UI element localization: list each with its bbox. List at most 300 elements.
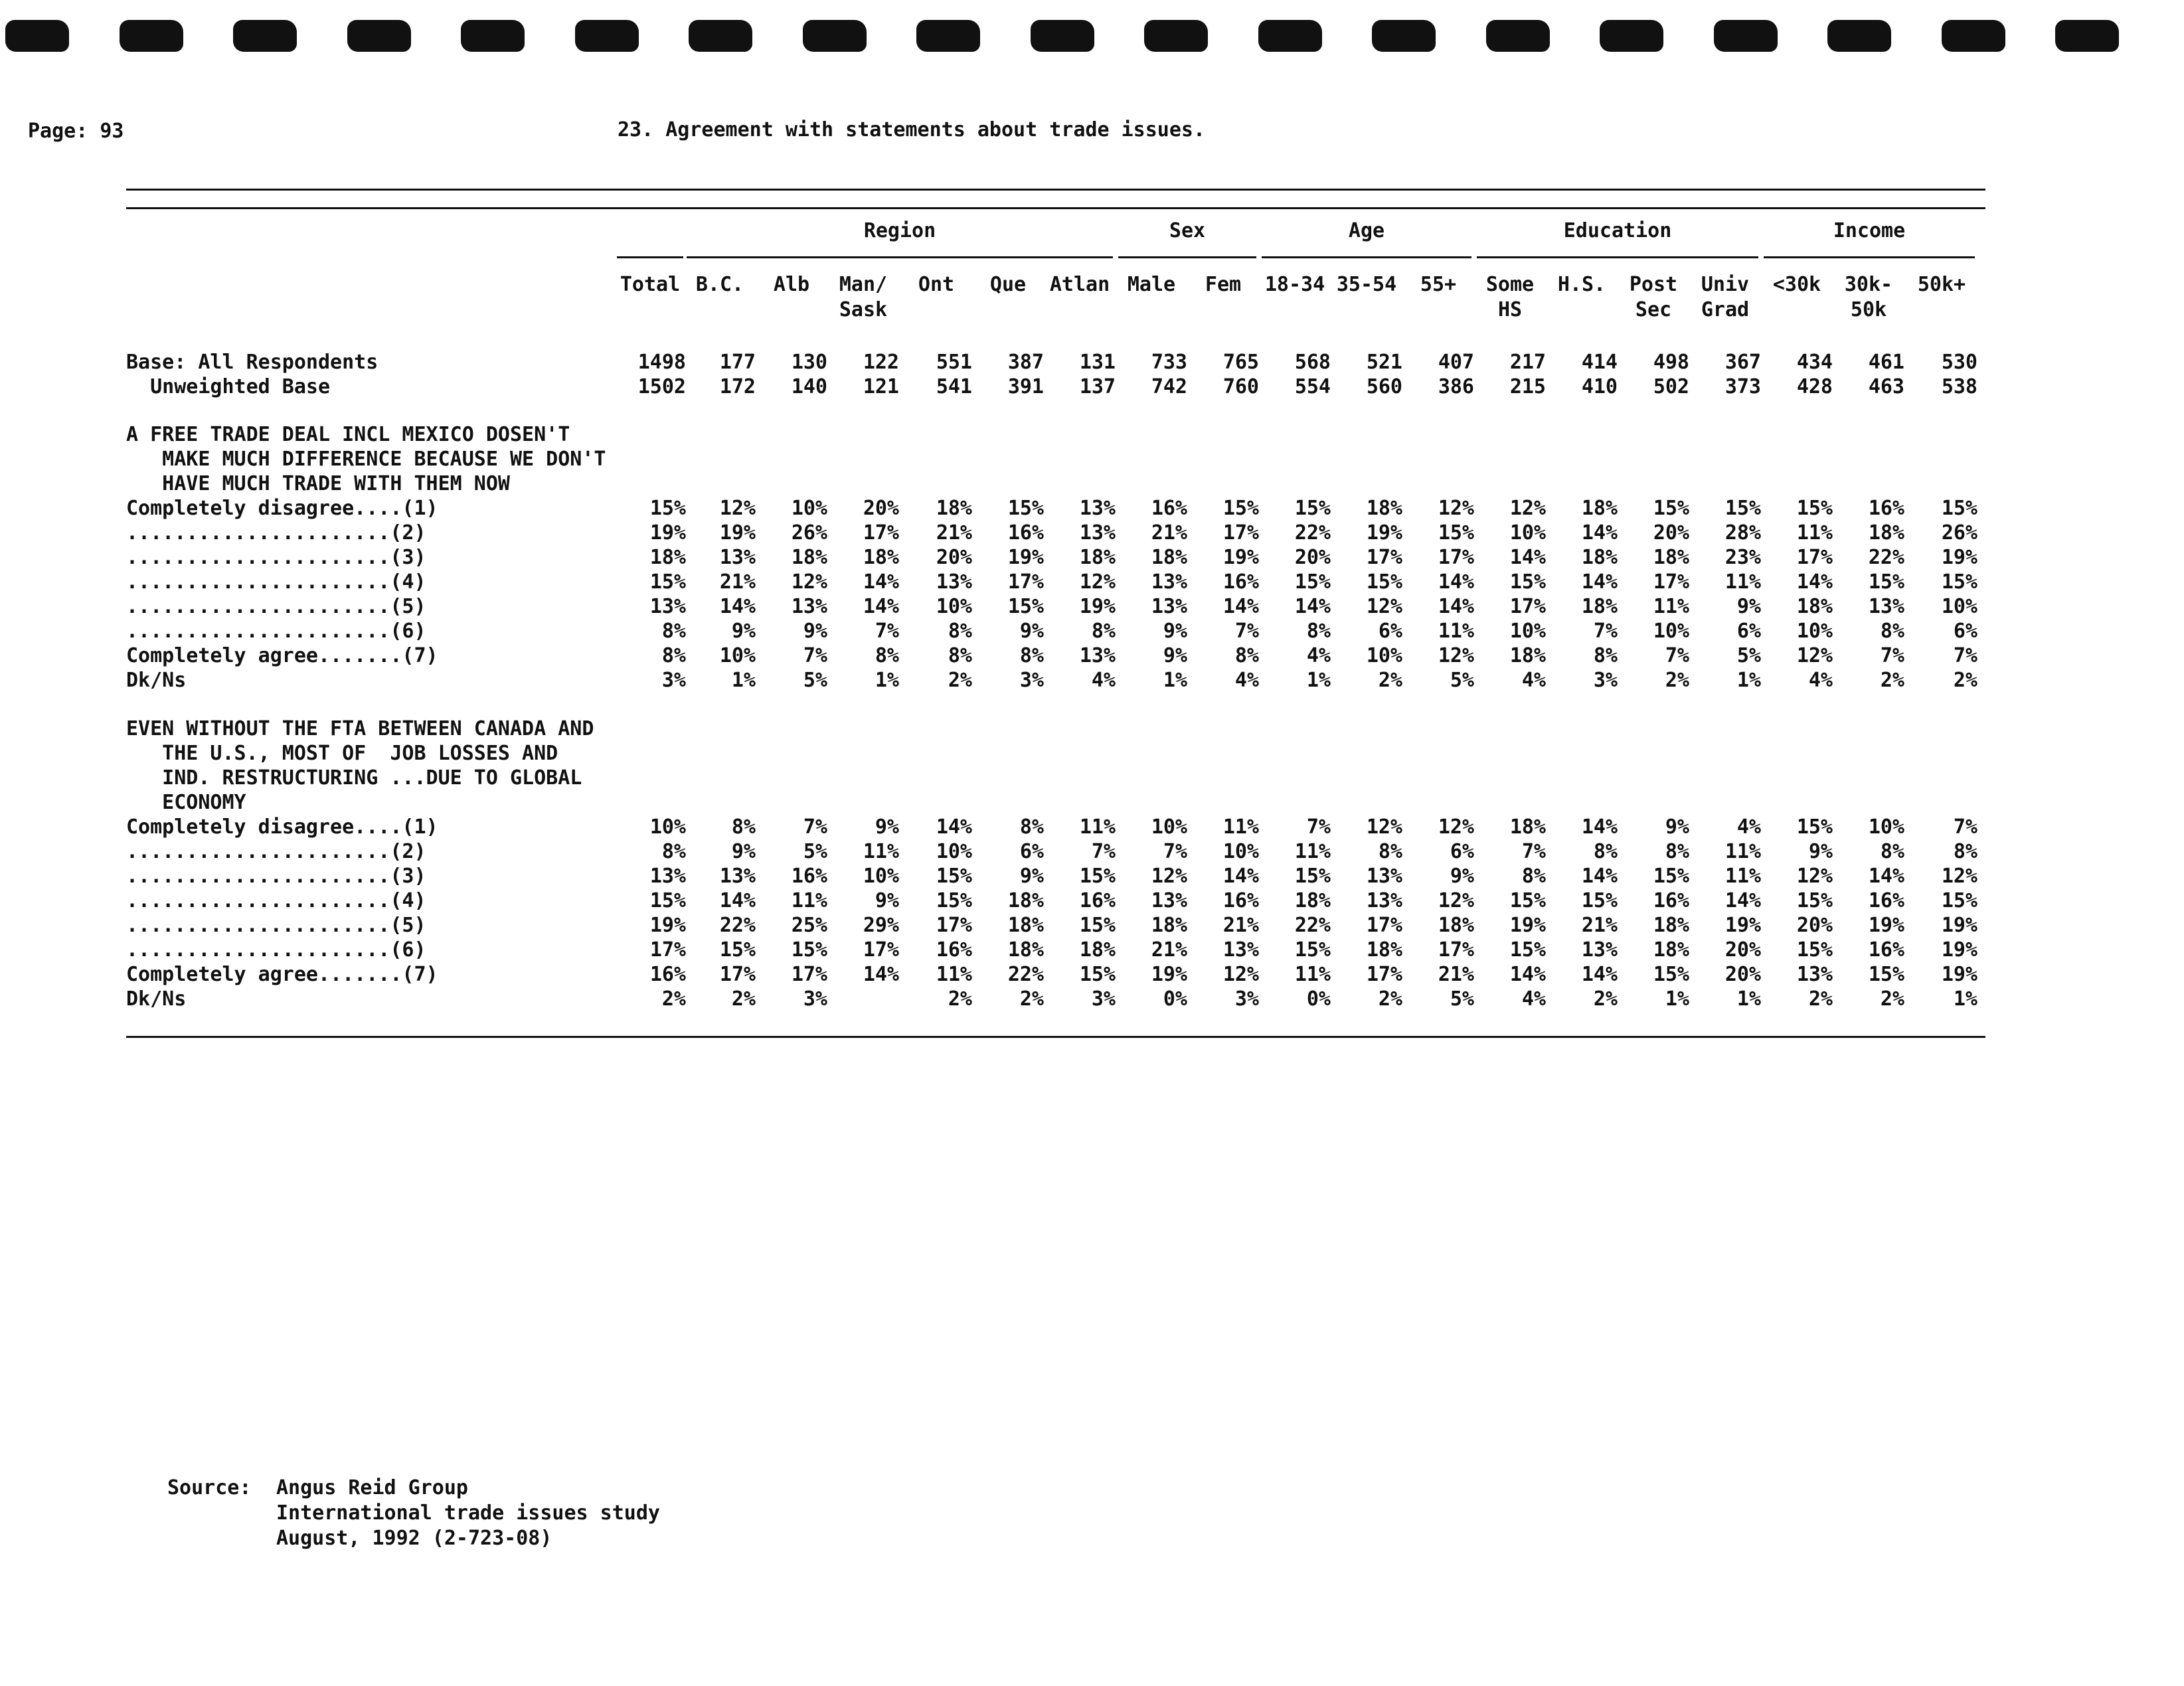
- group-underline: [1118, 256, 1256, 258]
- table-cell: 13%: [1151, 570, 1187, 594]
- base-row-label: Unweighted Base: [126, 375, 331, 398]
- statement-heading: THE U.S., MOST OF JOB LOSSES AND: [126, 742, 558, 765]
- table-cell: 1498: [637, 351, 686, 374]
- table-cell: 137: [1079, 375, 1116, 398]
- column-header: B.C.: [695, 273, 744, 296]
- table-cell: 21%: [1438, 963, 1474, 986]
- table-cell: 9%: [731, 840, 756, 863]
- table-cell: 15%: [1079, 914, 1116, 937]
- table-cell: 217: [1509, 351, 1546, 374]
- table-cell: 15%: [649, 889, 686, 912]
- table-cell: 13%: [719, 865, 756, 888]
- response-row-label: Completely disagree....(1): [126, 815, 438, 839]
- table-cell: 7%: [1953, 815, 1977, 839]
- punch-hole: [2055, 20, 2119, 52]
- column-header: Fem: [1205, 273, 1242, 296]
- table-cell: 765: [1222, 351, 1259, 374]
- table-cell: 122: [863, 351, 899, 374]
- table-cell: 13%: [1151, 889, 1187, 912]
- table-cell: 538: [1941, 375, 1977, 398]
- table-cell: 551: [936, 351, 972, 374]
- group-underline: [1262, 256, 1471, 258]
- table-cell: 19%: [1366, 521, 1402, 545]
- table-cell: 12%: [1438, 815, 1474, 839]
- table-cell: 6%: [1953, 620, 1977, 643]
- table-cell: 17%: [1438, 938, 1474, 962]
- response-row-label: Dk/Ns: [126, 987, 187, 1011]
- table-cell: 5%: [1450, 987, 1474, 1011]
- table-cell: 121: [863, 375, 899, 398]
- table-cell: 22%: [719, 914, 756, 937]
- table-cell: 17%: [1366, 546, 1402, 569]
- table-cell: 11%: [1653, 595, 1689, 618]
- table-cell: 17%: [719, 963, 756, 986]
- table-cell: 14%: [1581, 521, 1618, 545]
- table-cell: 9%: [1736, 595, 1761, 618]
- source-line: Angus Reid Group: [276, 1476, 468, 1499]
- table-cell: 7%: [803, 644, 827, 667]
- table-cell: 13%: [1079, 521, 1116, 545]
- punch-hole: [1714, 20, 1778, 52]
- table-cell: 12%: [1366, 815, 1402, 839]
- table-cell: 14%: [1294, 595, 1331, 618]
- column-header: Atlan: [1049, 273, 1110, 296]
- table-cell: 7%: [1593, 620, 1618, 643]
- table-cell: 391: [1007, 375, 1044, 398]
- punch-hole: [1827, 20, 1891, 52]
- table-cell: 3%: [1019, 669, 1044, 692]
- table-cell: 8%: [1019, 815, 1044, 839]
- table-cell: 2%: [1378, 669, 1402, 692]
- table-cell: 498: [1653, 351, 1689, 374]
- table-cell: 15%: [1796, 497, 1833, 520]
- punch-hole: [803, 20, 867, 52]
- table-cell: 21%: [1151, 521, 1187, 545]
- table-cell: 1%: [1306, 669, 1331, 692]
- table-cell: 18%: [1007, 914, 1044, 937]
- table-cell: 8%: [661, 840, 686, 863]
- table-cell: 131: [1079, 351, 1116, 374]
- table-cell: 18%: [1509, 644, 1546, 667]
- column-header: Ont: [918, 273, 955, 296]
- table-cell: 10%: [1509, 620, 1546, 643]
- table-cell: 15%: [1796, 889, 1833, 912]
- table-cell: 6%: [1450, 840, 1474, 863]
- table-cell: 19%: [1509, 914, 1546, 937]
- table-cell: 6%: [1736, 620, 1761, 643]
- table-cell: 11%: [1796, 521, 1833, 545]
- table-cell: 386: [1438, 375, 1474, 398]
- response-row-label: Completely agree.......(7): [126, 963, 438, 986]
- group-header: Education: [1563, 219, 1672, 242]
- table-cell: 14%: [719, 889, 756, 912]
- table-cell: 14%: [936, 815, 972, 839]
- punch-hole: [575, 20, 639, 52]
- table-cell: 18%: [1581, 497, 1618, 520]
- base-row-label: Base: All Respondents: [126, 351, 378, 374]
- table-cell: 7%: [803, 815, 827, 839]
- punch-hole: [1258, 20, 1322, 52]
- table-cell: 12%: [791, 570, 827, 594]
- table-cell: 13%: [791, 595, 827, 618]
- table-cell: 521: [1366, 351, 1402, 374]
- table-cell: 9%: [1163, 620, 1187, 643]
- group-header: Sex: [1169, 219, 1206, 242]
- table-cell: 9%: [803, 620, 827, 643]
- table-cell: 14%: [1796, 570, 1833, 594]
- table-cell: 11%: [936, 963, 972, 986]
- table-cell: 9%: [875, 889, 899, 912]
- table-cell: 19%: [649, 914, 686, 937]
- table-cell: 11%: [1222, 815, 1259, 839]
- table-cell: 23%: [1724, 546, 1761, 569]
- table-cell: 541: [936, 375, 972, 398]
- table-cell: 22%: [1294, 914, 1331, 937]
- response-row-label: Completely agree.......(7): [126, 644, 438, 667]
- total-underline: [617, 256, 683, 258]
- table-cell: 1%: [875, 669, 899, 692]
- column-header: Some HS: [1485, 273, 1535, 321]
- table-cell: 8%: [948, 644, 972, 667]
- punch-hole: [1486, 20, 1550, 52]
- table-cell: 10%: [1868, 815, 1904, 839]
- table-cell: 130: [791, 351, 827, 374]
- table-cell: 15%: [1724, 497, 1761, 520]
- table-cell: 17%: [791, 963, 827, 986]
- table-cell: 16%: [1007, 521, 1044, 545]
- table-cell: 15%: [1007, 595, 1044, 618]
- table-cell: 4%: [1521, 987, 1546, 1011]
- table-cell: 4%: [1091, 669, 1116, 692]
- table-cell: 13%: [1366, 865, 1402, 888]
- table-title: 23. Agreement with statements about trade issues.: [618, 118, 1206, 141]
- table-cell: 15%: [1581, 889, 1618, 912]
- table-cell: 463: [1868, 375, 1904, 398]
- table-cell: 16%: [649, 963, 686, 986]
- table-cell: 19%: [1941, 914, 1977, 937]
- table-cell: 16%: [1222, 889, 1259, 912]
- table-cell: 12%: [1366, 595, 1402, 618]
- table-cell: 22%: [1294, 521, 1331, 545]
- table-cell: 18%: [1366, 497, 1402, 520]
- response-row-label: Dk/Ns: [126, 669, 187, 692]
- table-cell: 12%: [1438, 889, 1474, 912]
- table-cell: 8%: [1378, 840, 1402, 863]
- table-cell: 410: [1581, 375, 1618, 398]
- table-cell: 0%: [1306, 987, 1331, 1011]
- table-cell: 7%: [875, 620, 899, 643]
- table-cell: 16%: [1151, 497, 1187, 520]
- table-cell: 14%: [1222, 595, 1259, 618]
- table-cell: 17%: [1366, 963, 1402, 986]
- response-row-label: ......................(5): [126, 595, 426, 618]
- punch-hole: [916, 20, 980, 52]
- table-cell: 20%: [1796, 914, 1833, 937]
- table-cell: 15%: [719, 938, 756, 962]
- table-cell: 17%: [863, 938, 899, 962]
- table-cell: 12%: [1438, 644, 1474, 667]
- table-cell: 14%: [1581, 963, 1618, 986]
- table-cell: 387: [1007, 351, 1044, 374]
- table-cell: 26%: [1941, 521, 1977, 545]
- table-cell: 16%: [1868, 938, 1904, 962]
- table-cell: 15%: [1079, 963, 1116, 986]
- table-cell: 15%: [1509, 938, 1546, 962]
- table-cell: 140: [791, 375, 827, 398]
- response-row-label: ......................(2): [126, 840, 426, 863]
- table-cell: 15%: [649, 497, 686, 520]
- table-cell: 11%: [1079, 815, 1116, 839]
- response-row-label: ......................(3): [126, 865, 426, 888]
- table-cell: 21%: [936, 521, 972, 545]
- table-cell: 15%: [1222, 497, 1259, 520]
- table-cell: 2%: [1593, 987, 1618, 1011]
- group-header: Age: [1348, 219, 1385, 242]
- table-cell: 25%: [791, 914, 827, 937]
- table-cell: 18%: [1079, 938, 1116, 962]
- group-header: Income: [1833, 219, 1906, 242]
- table-cell: 3%: [1091, 987, 1116, 1011]
- table-cell: 21%: [719, 570, 756, 594]
- table-cell: 3%: [1234, 987, 1259, 1011]
- table-cell: 18%: [1438, 914, 1474, 937]
- table-cell: 18%: [1868, 521, 1904, 545]
- column-header: 30k- 50k: [1844, 273, 1893, 321]
- page-label: Page: 93: [28, 120, 124, 143]
- punch-hole: [347, 20, 411, 52]
- table-cell: 14%: [1438, 595, 1474, 618]
- table-cell: 10%: [719, 644, 756, 667]
- column-header: Alb: [773, 273, 810, 296]
- table-cell: 2%: [661, 987, 686, 1011]
- table-cell: 530: [1941, 351, 1977, 374]
- group-underline: [687, 256, 1113, 258]
- table-cell: 12%: [1941, 865, 1977, 888]
- table-cell: 12%: [1796, 644, 1833, 667]
- table-cell: 19%: [1941, 546, 1977, 569]
- table-cell: 1%: [731, 669, 756, 692]
- table-cell: 15%: [1653, 497, 1689, 520]
- table-cell: 28%: [1724, 521, 1761, 545]
- table-cell: 17%: [1653, 570, 1689, 594]
- table-cell: 18%: [1581, 595, 1618, 618]
- table-cell: 13%: [1151, 595, 1187, 618]
- table-cell: 10%: [1151, 815, 1187, 839]
- table-cell: 17%: [1222, 521, 1259, 545]
- column-header: Total: [620, 273, 681, 296]
- column-header: 55+: [1420, 273, 1457, 296]
- table-cell: 7%: [1880, 644, 1904, 667]
- table-cell: 8%: [1306, 620, 1331, 643]
- table-cell: 11%: [1438, 620, 1474, 643]
- table-cell: 18%: [863, 546, 899, 569]
- table-cell: 760: [1222, 375, 1259, 398]
- table-cell: 17%: [936, 914, 972, 937]
- column-header: Univ Grad: [1701, 273, 1750, 321]
- table-cell: 19%: [1151, 963, 1187, 986]
- table-cell: 15%: [1796, 938, 1833, 962]
- table-cell: 15%: [936, 889, 972, 912]
- table-cell: 20%: [936, 546, 972, 569]
- statement-heading: MAKE MUCH DIFFERENCE BECAUSE WE DON'T: [126, 448, 606, 471]
- table-cell: 16%: [791, 865, 827, 888]
- table-cell: 8%: [1234, 644, 1259, 667]
- table-cell: 0%: [1163, 987, 1187, 1011]
- table-cell: 13%: [1581, 938, 1618, 962]
- table-cell: 19%: [1868, 914, 1904, 937]
- table-cell: 11%: [863, 840, 899, 863]
- table-cell: 18%: [1151, 546, 1187, 569]
- column-header: 18-34: [1264, 273, 1325, 296]
- table-cell: 13%: [1796, 963, 1833, 986]
- table-cell: 20%: [1724, 963, 1761, 986]
- column-header: Que: [989, 273, 1027, 296]
- table-cell: 13%: [1079, 644, 1116, 667]
- source-key: Source:: [167, 1476, 252, 1499]
- table-cell: 13%: [649, 595, 686, 618]
- statement-heading: HAVE MUCH TRADE WITH THEM NOW: [126, 472, 510, 495]
- punch-hole-strip: [0, 20, 2184, 60]
- table-cell: 8%: [1593, 644, 1618, 667]
- table-cell: 6%: [1019, 840, 1044, 863]
- bottom-rule: [126, 1036, 1985, 1038]
- table-cell: 18%: [936, 497, 972, 520]
- response-row-label: ......................(4): [126, 570, 426, 594]
- table-cell: 13%: [1868, 595, 1904, 618]
- table-cell: 2%: [1953, 669, 1977, 692]
- table-cell: 14%: [863, 595, 899, 618]
- table-cell: 16%: [1653, 889, 1689, 912]
- table-cell: 177: [719, 351, 756, 374]
- column-header: H.S.: [1557, 273, 1606, 296]
- punch-hole: [461, 20, 525, 52]
- table-cell: 14%: [1581, 865, 1618, 888]
- table-cell: 15%: [936, 865, 972, 888]
- table-cell: 14%: [863, 963, 899, 986]
- statement-heading: ECONOMY: [126, 791, 246, 814]
- source-line: International trade issues study: [276, 1501, 660, 1525]
- table-cell: 2%: [1665, 669, 1689, 692]
- table-cell: 15%: [791, 938, 827, 962]
- column-header: 50k+: [1917, 273, 1966, 296]
- table-cell: 1502: [637, 375, 686, 398]
- table-cell: 15%: [1007, 497, 1044, 520]
- table-cell: 19%: [1941, 938, 1977, 962]
- table-cell: 8%: [661, 620, 686, 643]
- table-cell: 11%: [1294, 840, 1331, 863]
- response-row-label: ......................(6): [126, 620, 426, 643]
- table-cell: 4%: [1234, 669, 1259, 692]
- table-cell: 4%: [1306, 644, 1331, 667]
- table-cell: 4%: [1521, 669, 1546, 692]
- table-cell: 13%: [936, 570, 972, 594]
- source-line: August, 1992 (2-723-08): [276, 1527, 552, 1550]
- table-cell: 29%: [863, 914, 899, 937]
- table-cell: 16%: [1868, 497, 1904, 520]
- table-cell: 18%: [1366, 938, 1402, 962]
- table-cell: 13%: [649, 865, 686, 888]
- table-cell: 12%: [1151, 865, 1187, 888]
- table-cell: 15%: [1294, 570, 1331, 594]
- table-cell: 373: [1724, 375, 1761, 398]
- table-cell: 568: [1294, 351, 1331, 374]
- table-cell: 9%: [1019, 865, 1044, 888]
- response-row-label: ......................(6): [126, 938, 426, 962]
- table-cell: 15%: [649, 570, 686, 594]
- column-header: 35-54: [1336, 273, 1397, 296]
- table-cell: 15%: [1079, 865, 1116, 888]
- table-cell: 8%: [1521, 865, 1546, 888]
- table-cell: 21%: [1581, 914, 1618, 937]
- table-cell: 742: [1151, 375, 1187, 398]
- table-cell: 13%: [1079, 497, 1116, 520]
- table-cell: 15%: [1796, 815, 1833, 839]
- punch-hole: [1031, 20, 1094, 52]
- table-cell: 9%: [1163, 644, 1187, 667]
- table-cell: 8%: [1880, 840, 1904, 863]
- punch-hole: [233, 20, 297, 52]
- table-cell: 18%: [649, 546, 686, 569]
- response-row-label: ......................(2): [126, 521, 426, 545]
- punch-hole: [1372, 20, 1436, 52]
- table-cell: 15%: [1509, 889, 1546, 912]
- table-cell: 19%: [719, 521, 756, 545]
- table-cell: 18%: [1079, 546, 1116, 569]
- table-cell: 15%: [1941, 889, 1977, 912]
- table-cell: 2%: [731, 987, 756, 1011]
- table-cell: 15%: [1509, 570, 1546, 594]
- table-cell: 11%: [1724, 840, 1761, 863]
- table-cell: 11%: [1294, 963, 1331, 986]
- table-cell: 17%: [1438, 546, 1474, 569]
- table-cell: 15%: [1366, 570, 1402, 594]
- table-cell: 15%: [1941, 497, 1977, 520]
- table-cell: 14%: [719, 595, 756, 618]
- table-cell: 461: [1868, 351, 1904, 374]
- top-rule: [126, 189, 1985, 191]
- table-cell: 17%: [1366, 914, 1402, 937]
- table-cell: 7%: [1521, 840, 1546, 863]
- table-cell: 15%: [1941, 570, 1977, 594]
- table-cell: 8%: [1880, 620, 1904, 643]
- table-cell: 15%: [1653, 865, 1689, 888]
- table-cell: 9%: [1665, 815, 1689, 839]
- table-cell: 17%: [1509, 595, 1546, 618]
- table-cell: 18%: [1653, 914, 1689, 937]
- table-cell: 3%: [803, 987, 827, 1011]
- table-cell: 19%: [1724, 914, 1761, 937]
- table-cell: 18%: [1509, 815, 1546, 839]
- table-cell: 5%: [1736, 644, 1761, 667]
- table-cell: 12%: [1222, 963, 1259, 986]
- table-cell: 434: [1796, 351, 1833, 374]
- punch-hole: [1144, 20, 1208, 52]
- statement-heading: IND. RESTRUCTURING ...DUE TO GLOBAL: [126, 766, 582, 790]
- table-cell: 7%: [1953, 644, 1977, 667]
- table-cell: 14%: [1868, 865, 1904, 888]
- table-cell: 8%: [1091, 620, 1116, 643]
- table-cell: 10%: [936, 840, 972, 863]
- table-cell: 7%: [1163, 840, 1187, 863]
- table-cell: 8%: [948, 620, 972, 643]
- table-cell: 14%: [863, 570, 899, 594]
- table-cell: 18%: [791, 546, 827, 569]
- group-underline: [1764, 256, 1975, 258]
- table-cell: 13%: [1366, 889, 1402, 912]
- table-cell: 8%: [1665, 840, 1689, 863]
- table-cell: 14%: [1509, 963, 1546, 986]
- table-cell: 733: [1151, 351, 1187, 374]
